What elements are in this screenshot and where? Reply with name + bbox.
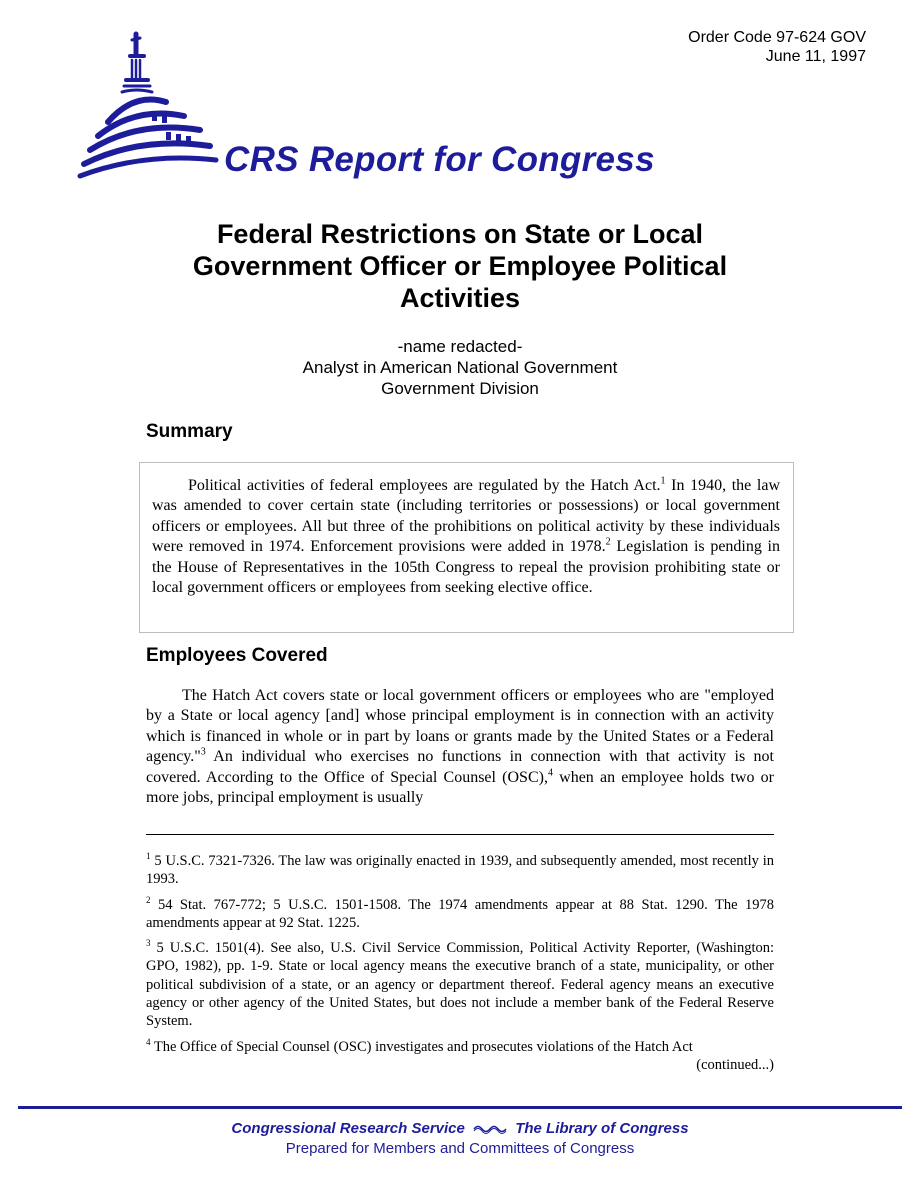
footnote-ref-4: 4 (547, 767, 553, 779)
order-code: Order Code 97-624 GOV (688, 29, 866, 46)
footnote-number: 4 (146, 1036, 151, 1047)
footnote-ref-3: 3 (200, 746, 206, 758)
footnote-text: 54 Stat. 767-772; 5 U.S.C. 1501-1508. The 1974 amendments appear at 88 Stat. 1290. The 1978 amendments appear at 92 Stat. 1225. (146, 896, 774, 931)
footnote-number: 2 (146, 894, 151, 905)
footer-rule (18, 1106, 902, 1109)
title-line-1: Federal Restrictions on State or Local (216, 219, 704, 249)
summary-text-2: In 1940, the law was amended to cover certain state (including territories or possessions) or local government officers or employees. All but three of the prohibitions on political activity by these individuals were removed in 1974. Enforcement provisions were added in 1978. (152, 477, 780, 556)
summary-heading: Summary (146, 421, 233, 442)
report-date: June 11, 1997 (765, 48, 866, 65)
summary-box (139, 462, 794, 633)
employees-section (146, 686, 774, 808)
footnote-4 (146, 1038, 774, 1056)
summary-text-1: Political activities of federal employees are regulated by the Hatch Act. (188, 477, 661, 494)
footnotes (146, 852, 774, 1074)
report-title (120, 218, 800, 314)
footer-line-1 (0, 1120, 920, 1137)
footnote-ref-1: 1 (660, 475, 666, 487)
order-code-block (688, 28, 866, 66)
continued-note: (continued...) (696, 1056, 774, 1073)
crs-report-banner: CRS Report for Congress (224, 140, 655, 179)
footnote-text: 5 U.S.C. 1501(4). See also, U.S. Civil Service Commission, Political Activity Reporter, (Washington: GPO, 1982), pp. 1-9. State or local agency means the executive branch of a state, municipality, or other political subdivision of a state, or an agency or department thereof. Federal agency means an executive agency or other agency of the United States, but does not include a member bank of the Federal Reserve System. (146, 940, 774, 1030)
author-position: Analyst in American National Government (302, 358, 618, 377)
footer-line-2: Prepared for Members and Committees of Congress (285, 1140, 635, 1157)
employees-text-1: The Hatch Act covers state or local government officers or employees who are "employed by a State or local agency [and] whose principal employment is in connection with an activity which is financed in whole or in part by loans or grants made by the United States or a Federal agency." (146, 687, 774, 766)
footnote-3 (146, 939, 774, 1030)
capitol-dome-icon (74, 26, 219, 186)
footnote-text: The Office of Special Counsel (OSC) investigates and prosecutes violations of the Hatch Act (150, 1038, 693, 1055)
footnote-2 (146, 896, 774, 933)
footnote-number: 3 (146, 938, 151, 949)
employees-text-2: An individual who exercises no functions in connection with that activity is not covered. According to the Office of Special Counsel (OSC), (146, 748, 774, 786)
footer-library: The Library of Congress (515, 1120, 689, 1137)
author-division: Government Division (381, 379, 539, 398)
employees-covered-heading: Employees Covered (146, 645, 328, 666)
title-line-2: Government Officer or Employee Political (192, 251, 728, 281)
summary-text-3: Legislation is pending in the House of Representatives in the 105th Congress to repeal the provision prohibiting state or local government officers or employees from seeking elective office. (152, 538, 780, 597)
summary-paragraph (152, 476, 780, 598)
footnote-1 (146, 852, 774, 889)
footnote-text: 5 U.S.C. 7321-7326. The law was originally enacted in 1939, and subsequently amended, most recently in 1993. (146, 853, 774, 888)
author-name: -name redacted- (397, 337, 523, 356)
footnote-divider (146, 834, 774, 835)
footer-crs: Congressional Research Service (231, 1120, 465, 1137)
title-line-3: Activities (399, 283, 521, 313)
employees-text-3: when an employee holds two or more jobs, principal employment is usually (146, 768, 774, 807)
footnote-ref-2: 2 (605, 536, 611, 548)
ornament-icon (473, 1123, 507, 1135)
author-block (120, 336, 800, 399)
footnote-number: 1 (146, 851, 151, 862)
employees-paragraph (146, 686, 774, 808)
footer (0, 1120, 920, 1157)
